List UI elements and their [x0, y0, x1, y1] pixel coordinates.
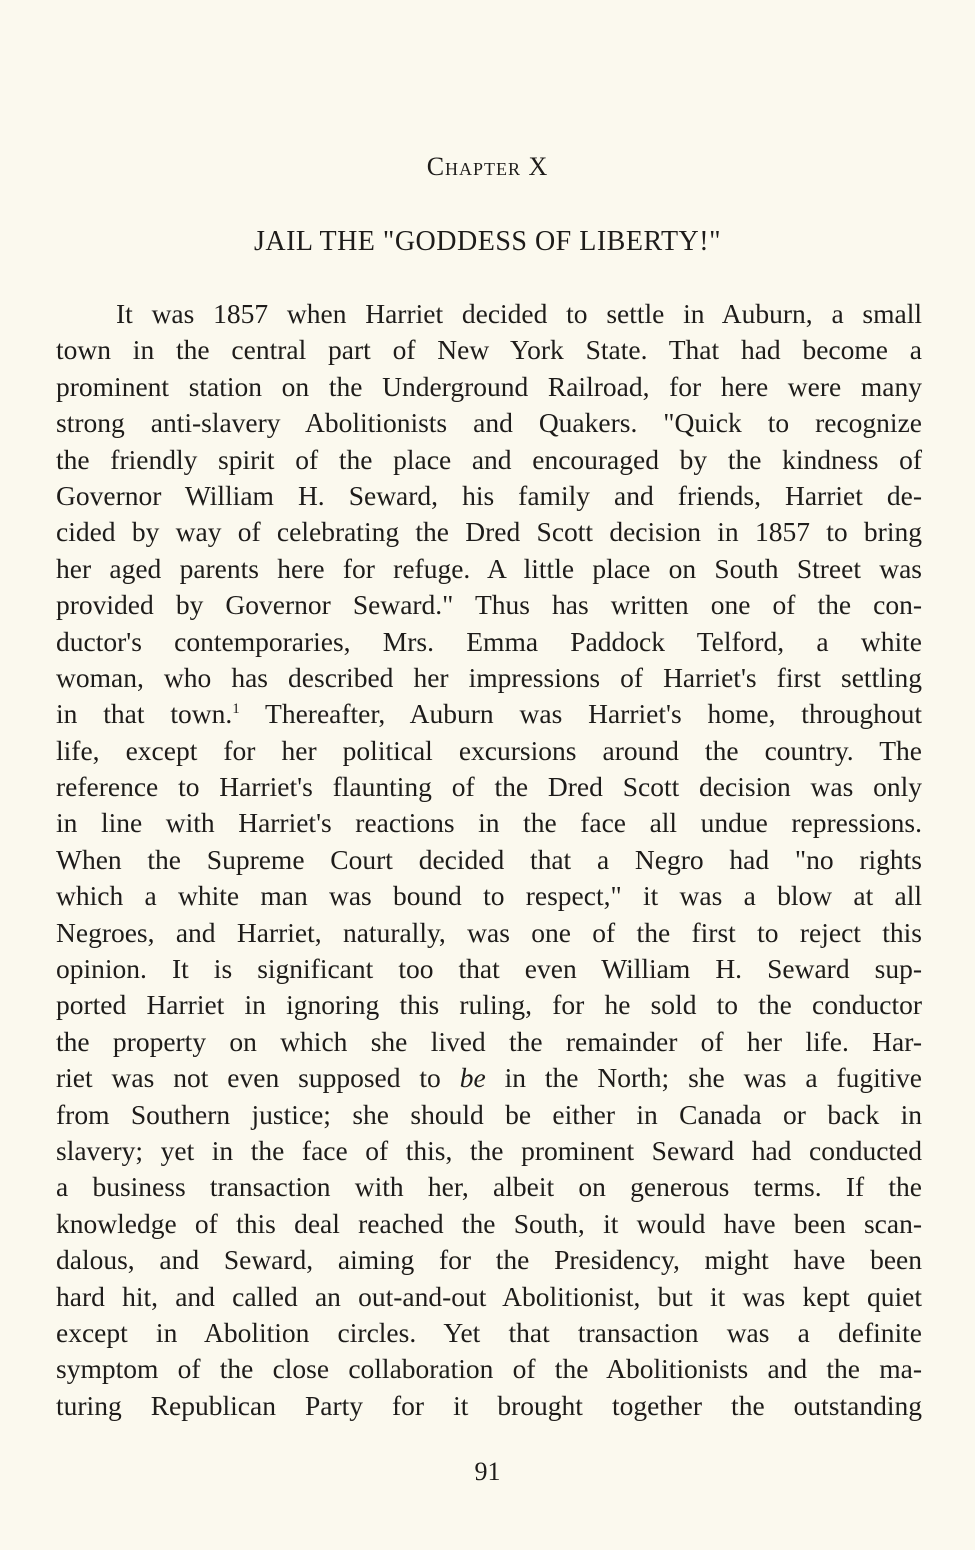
text-line: opinion. It is significant too that even William H. Seward sup- — [56, 953, 922, 985]
text-line: life, except for her political excursions around the country. The — [56, 734, 922, 766]
text-line: a business transaction with her, albeit on generous terms. If the — [56, 1171, 922, 1203]
chapter-title: JAIL THE "GODDESS OF LIBERTY!" — [253, 226, 722, 257]
text-line: slavery; yet in the face of this, the prominent Seward had conducted — [56, 1134, 922, 1166]
text-line: Governor William H. Seward, his family and friends, Harriet de- — [56, 479, 922, 511]
text-line: turing Republican Party for it brought together the outstanding — [56, 1389, 922, 1421]
text-line: the property on which she lived the remainder of her life. Har- — [56, 1025, 922, 1057]
footnote-marker[interactable]: 1 — [232, 701, 240, 718]
text-line: ported Harriet in ignoring this ruling, for he sold to the conductor — [56, 989, 922, 1021]
text-line: the friendly spirit of the place and encouraged by the kindness of — [56, 443, 922, 475]
text-line: dalous, and Seward, aiming for the Presidency, might have been — [56, 1244, 922, 1276]
text-line: town in the central part of New York State. That had become a — [56, 334, 922, 366]
text-line: prominent station on the Underground Railroad, for here were many — [56, 370, 922, 402]
text-line: ductor's contemporaries, Mrs. Emma Paddock Telford, a white — [56, 625, 922, 657]
body-paragraph — [56, 296, 922, 1424]
italic-word: be — [459, 1062, 486, 1094]
text-line: except in Abolition circles. Yet that transaction was a definite — [56, 1316, 922, 1348]
text-line: provided by Governor Seward." Thus has written one of the con- — [56, 589, 922, 621]
text-line: from Southern justice; she should be either in Canada or back in — [56, 1098, 922, 1130]
text-line: When the Supreme Court decided that a Negro had "no rights — [56, 843, 922, 875]
text-line: her aged parents here for refuge. A little place on South Street was — [56, 552, 922, 584]
text-line-with-italic — [56, 1060, 922, 1096]
text-line: hard hit, and called an out-and-out Abolitionist, but it was kept quiet — [56, 1280, 922, 1312]
chapter-number: Chapter X — [426, 152, 549, 181]
text-line: woman, who has described her impressions of Harriet's first settling — [56, 661, 922, 693]
text-line-with-footnote — [56, 696, 922, 732]
text-line: reference to Harriet's flaunting of the Dred Scott decision was only — [56, 771, 922, 803]
text-line: Negroes, and Harriet, naturally, was one of the first to reject this — [56, 916, 922, 948]
text-line: strong anti-slavery Abolitionists and Quakers. "Quick to recognize — [56, 407, 922, 439]
text-segment: in the North; she was a fugitive — [485, 1062, 922, 1094]
text-segment: riet was not even supposed to — [56, 1062, 460, 1094]
text-segment: in that town. — [56, 698, 233, 730]
text-line: knowledge of this deal reached the South, it would have been scan- — [56, 1207, 922, 1239]
text-line: in line with Harriet's reactions in the face all undue repressions. — [56, 807, 922, 839]
page-number: 91 — [474, 1457, 501, 1486]
text-line: symptom of the close collaboration of the Abolitionists and the ma- — [56, 1353, 922, 1385]
text-line: cided by way of celebrating the Dred Scott decision in 1857 to bring — [56, 516, 922, 548]
text-line: which a white man was bound to respect," it was a blow at all — [56, 880, 922, 912]
text-line: It was 1857 when Harriet decided to settle in Auburn, a small — [116, 298, 922, 329]
text-segment: Thereafter, Auburn was Harriet's home, throughout — [239, 698, 922, 730]
